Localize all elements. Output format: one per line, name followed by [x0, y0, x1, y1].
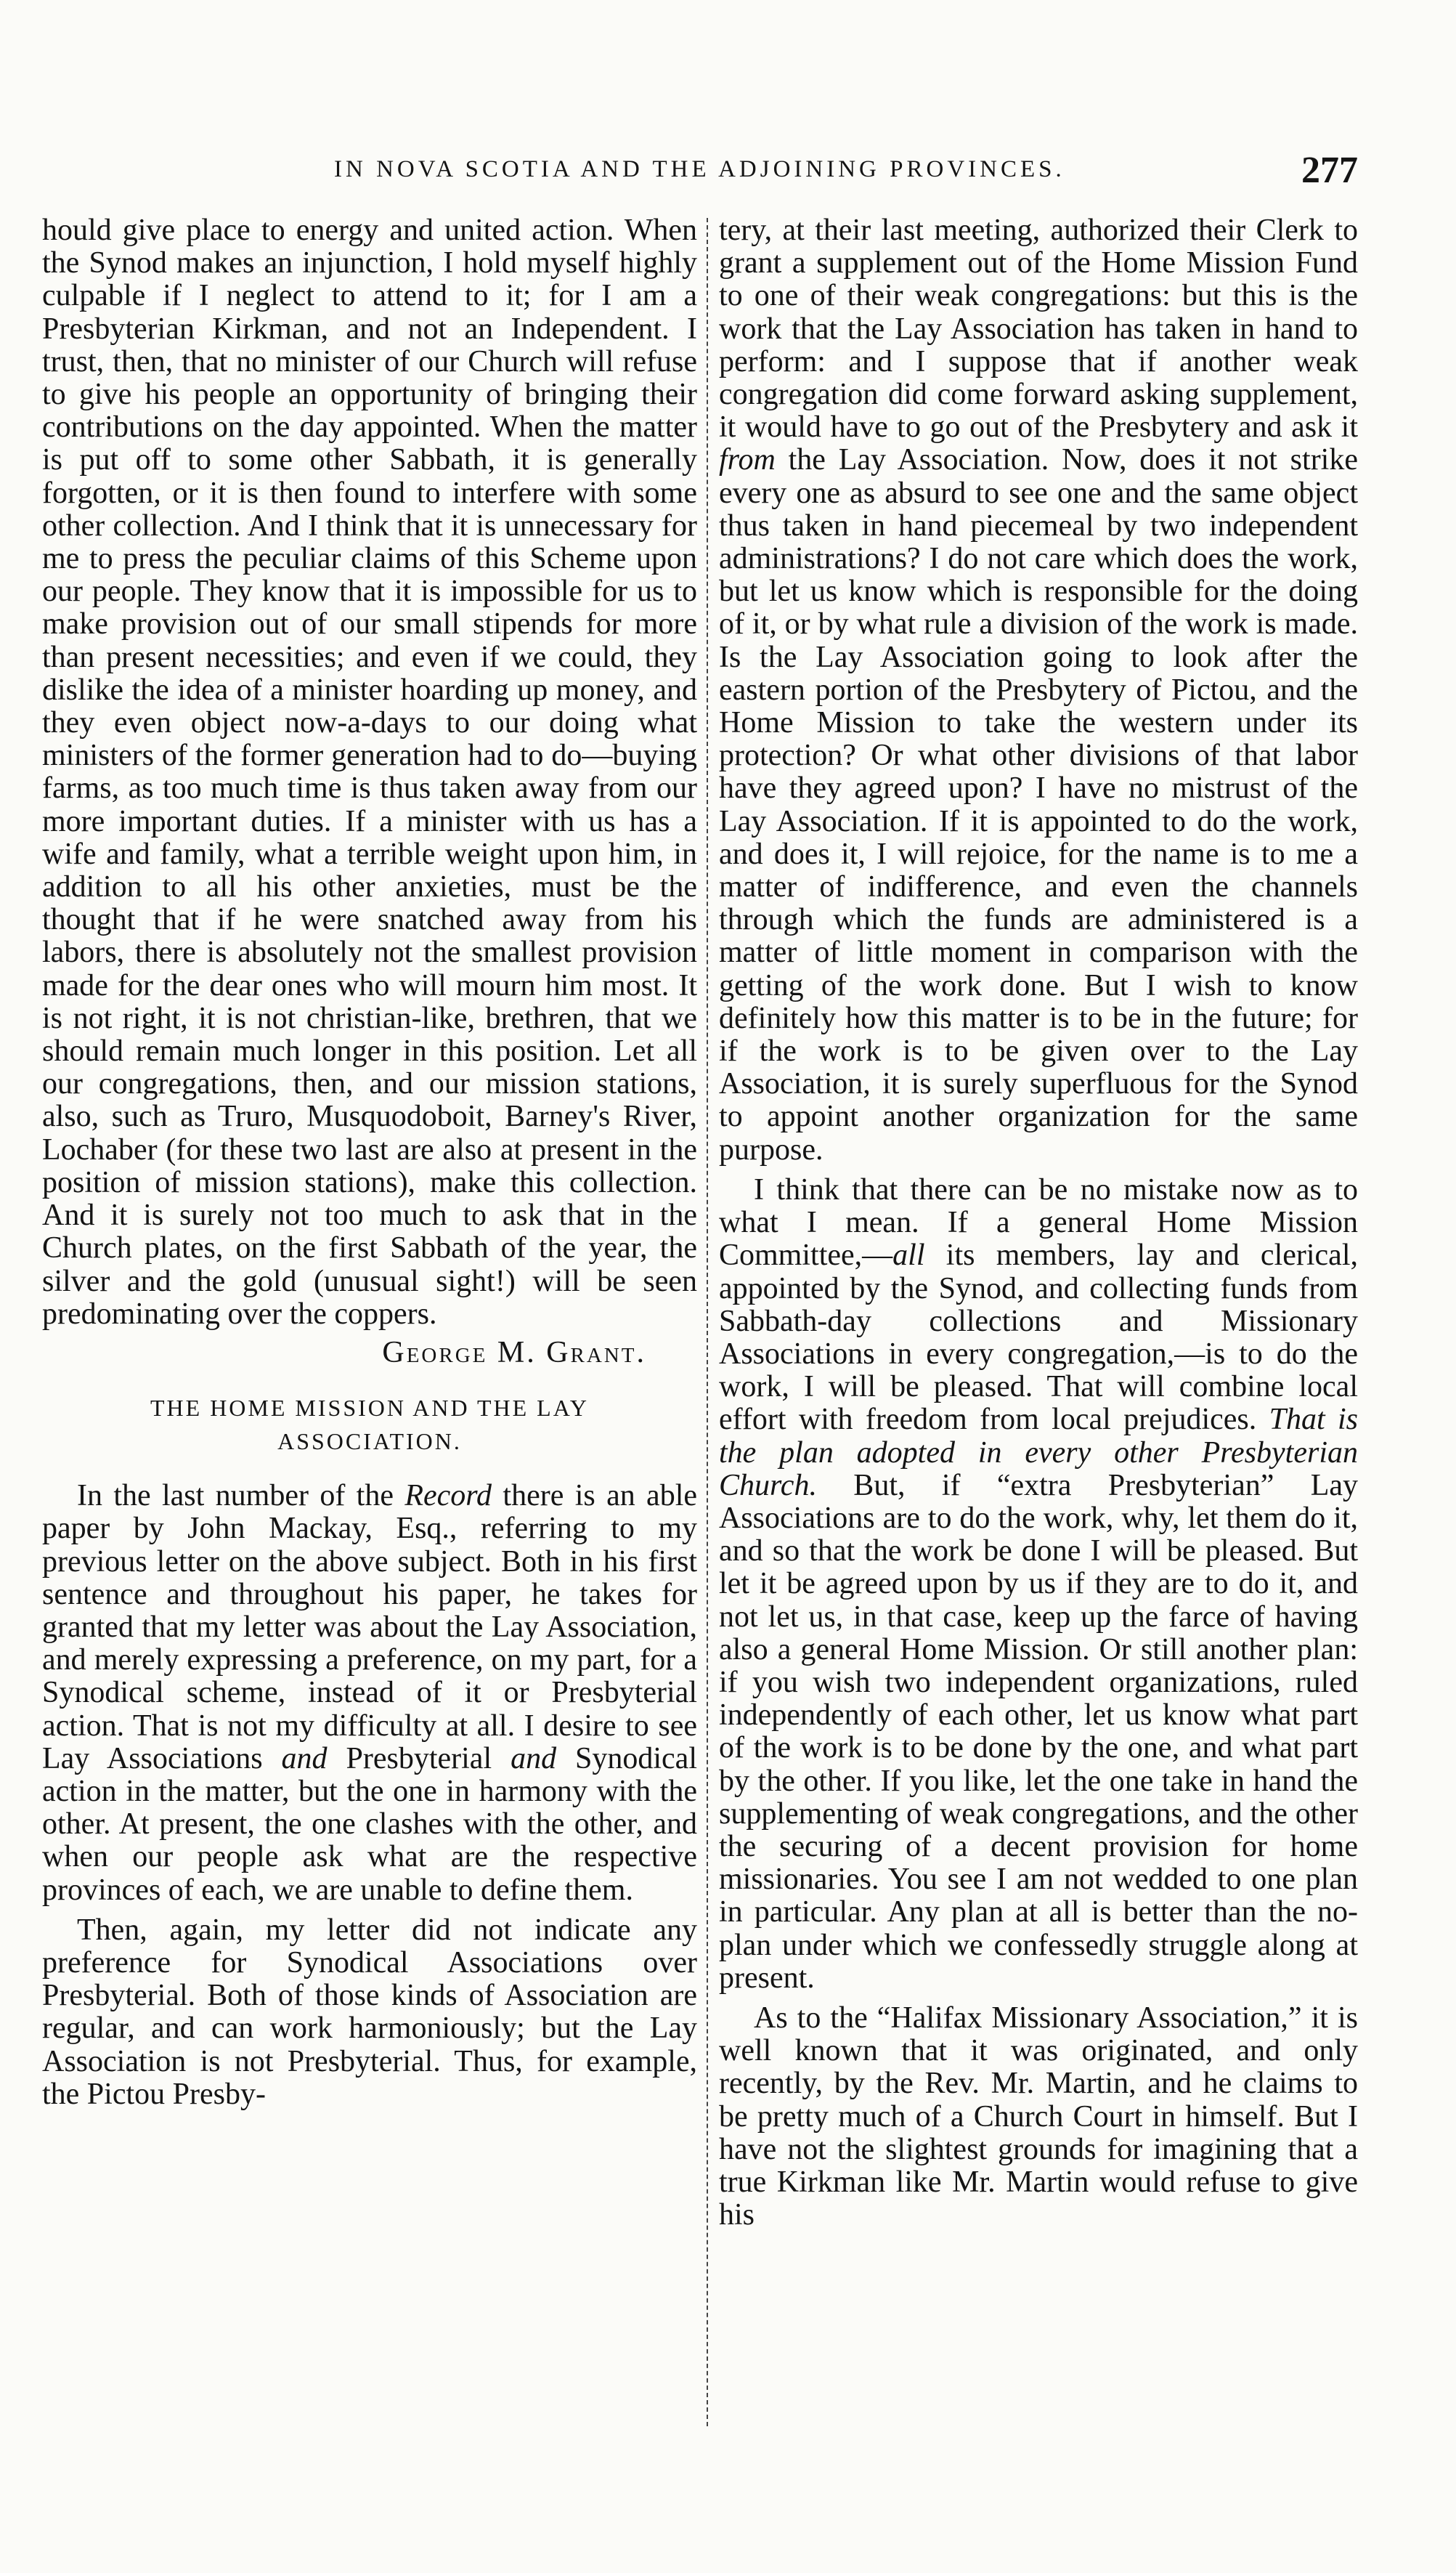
right-paragraph-3: As to the “Halifax Missionary Association,” it is well known that it was originated, and only recently, by the Rev. Mr. Martin, and he claims to be pretty much of a Church Court in himself. But I have not the slightest grounds for imagining that a true Kirkman like Mr. Martin would refuse to give his [719, 2001, 1358, 2232]
text-run: But, if “extra Presbyterian” Lay Associations are to do the work, why, let them do it, and so that the work be done I will be pleased. But let it be agreed upon by us if they are to do it, and not let us, in that case, keep up the farce of having also a general Home Mission. Or still another plan: if you wish two independent organizations, ruled independently of each other, let us know what part of the work is to be done by the one, and what part by the other. If you like, let the one take in hand the supplementing of weak congregations, and the other the securing of a decent provision for home missionaries. You see I am not wedded to one plan in particular. Any plan at all is better than the no-plan under which we confessedly struggle along at present. [719, 1468, 1358, 1995]
italic-text: That is the plan adopted in every other Presbyterian Church. [719, 1403, 1358, 1502]
italic-text: Record [404, 1479, 492, 1513]
running-head: IN NOVA SCOTIA AND THE ADJOINING PROVINCES. [334, 156, 1065, 182]
text-run: its members, lay and clerical, appointed by the Synod, and collecting funds from Sabbath-day collections and Missionary Associations in every congregation,—is to do the work, I will be pleased. That will combine local effort with freedom from local prejudices. [719, 1239, 1358, 1437]
text-run: Presbyterial [327, 1741, 511, 1775]
text-run: tery, at their last meeting, authorized their Clerk to grant a supplement out of the Home Mission Fund to one of their weak congregations: but this is the work that the Lay Association has taken in hand to perform: and I suppose that if another weak congregation did come forward asking supplement, it would have to go out of the Presbytery and ask it [719, 214, 1358, 445]
text-run: the Lay Association. Now, does it not strike every one as absurd to see one and the same object thus taken in hand piecemeal by two independent administrations? I do not care which does the work, but let us know which is responsible for the doing of it, or by what rule a division of the work is made. Is the Lay Association going to look after the eastern portion of the Presbytery of Pictou, and the Home Mission to take the western under its protection? Or what other divisions of that labor have they agreed upon? I have no mistrust of the Lay Association. If it is appointed to do the work, and does it, I will rejoice, for the name is to me a matter of indifference, and even the channels through which the funds are administered is a matter of little moment in comparison with the getting of the work done. But I wish to know definitely how this matter is to be in the future; for if the work is to be given over to the Lay Association, it is surely superfluous for the Synod to appoint another organization for the same purpose. [719, 443, 1358, 1167]
right-paragraph-1 [719, 214, 1358, 1167]
text-run: Synodical action in the matter, but the one in harmony with the other. At present, the one clashes with the other, and when our people ask what are the respective provinces of each, we are unable to define them. [42, 1741, 697, 1907]
italic-text: and [511, 1741, 557, 1775]
left-column [42, 214, 697, 2452]
text-run: there is an able paper by John Mackay, Esq., referring to my previous letter on the above subject. Both in his first sentence and throughout his paper, he takes for granted that my letter was about the Lay Association, and merely expressing a preference, on my part, for a Synodical scheme, instead of it or Presbyterial action. That is not my difficulty at all. I desire to see Lay Associations [42, 1479, 697, 1775]
column-divider [707, 218, 708, 2426]
text-run: I think that there can be no mistake now as to what I mean. If a general Home Mission Committee,— [719, 1172, 1358, 1273]
right-column [719, 214, 1358, 2452]
signature: George M. Grant. [382, 1335, 646, 1369]
italic-text: and [281, 1741, 328, 1775]
italic-text: from [719, 443, 776, 477]
right-paragraph-2 [719, 1174, 1358, 1995]
left-paragraph-1: hould give place to energy and united action. When the Synod makes an injunction, I hold myself highly culpable if I neglect to attend to it; for I am a Presbyterian Kirkman, and not an Independent. I trust, then, that no minister of our Church will refuse to give his people an opportunity of bringing their contributions on the day appointed. When the matter is put off to some other Sabbath, it is generally forgotten, or it is then found to interfere with some other collection. And I think that it is unnecessary for me to press the peculiar claims of this Scheme upon our people. They know that it is impossible for us to make provision out of our small stipends for more than present necessities; and even if we could, they dislike the idea of a minister hoarding up money, and they even object now-a-days to our doing what ministers of the former generation had to do—buying farms, as too much time is thus taken away from our more important duties. If a minister with us has a wife and family, what a terrible weight upon him, in addition to all his other anxieties, must be the thought that if he were snatched away from his labors, there is absolutely not the smallest provision made for the dear ones who will mourn him most. It is not right, it is not christian-like, brethren, that we should remain much longer in this position. Let all our congregations, then, and our mission stations, also, such as Truro, Musquodoboit, Barney's River, Lochaber (for these two last are also at present in the position of mission stations), make this collection. And it is surely not too much to ask that in the Church plates, on the first Sabbath of the year, the silver and the gold (unusual sight!) will be seen predominating over the coppers. [42, 214, 697, 1331]
left-paragraph-2 [42, 1480, 697, 1907]
page-number: 277 [1301, 150, 1358, 191]
page-header [334, 149, 1358, 200]
text-run: In the last number of the [77, 1479, 405, 1513]
left-paragraph-3: Then, again, my letter did not indicate any preference for Synodical Associations over Presbyterial. Both of those kinds of Association are regular, and can work harmoniously; but the Lay Association is not Presbyterial. Thus, for example, the Pictou Presby- [42, 1913, 697, 2111]
section-title: THE HOME MISSION AND THE LAY ASSOCIATION. [150, 1395, 589, 1455]
italic-text: all [892, 1239, 925, 1273]
